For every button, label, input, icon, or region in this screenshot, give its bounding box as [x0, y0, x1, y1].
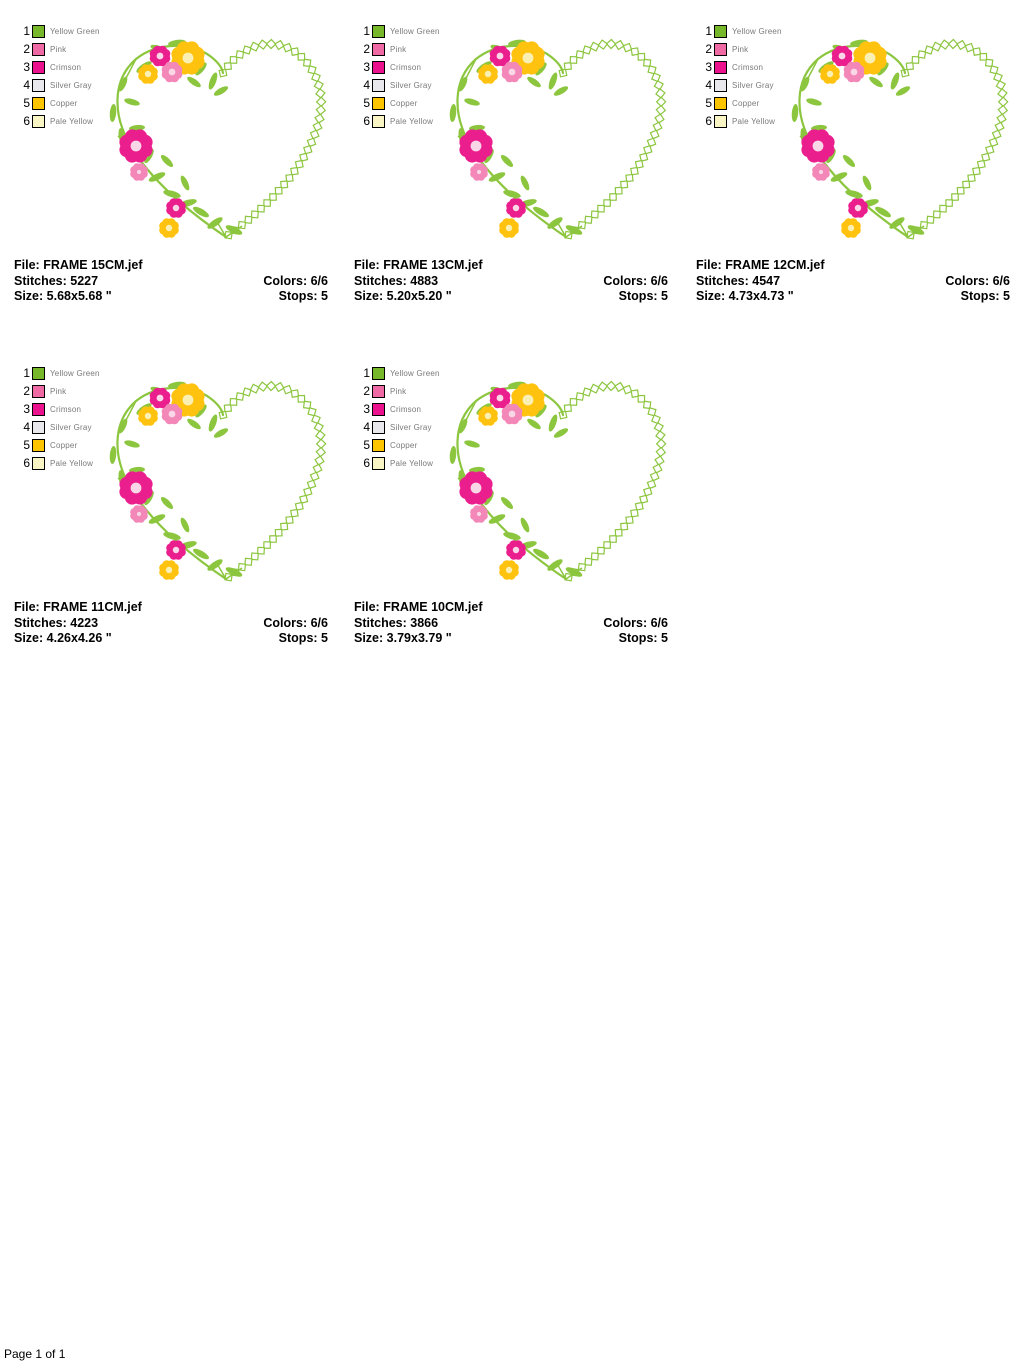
legend-number: 2 — [363, 384, 370, 398]
legend-row — [358, 43, 440, 56]
size-label: Size: — [696, 289, 726, 303]
legend-label: Copper — [390, 441, 418, 450]
design-info — [14, 258, 328, 305]
file-name: FRAME 15CM.jef — [43, 258, 143, 272]
legend-row — [358, 115, 440, 128]
legend-number: 3 — [23, 60, 30, 74]
legend-label: Crimson — [50, 405, 82, 414]
legend-number: 3 — [363, 60, 370, 74]
thread-color-legend — [358, 367, 440, 475]
size-stops-row — [696, 289, 1010, 305]
legend-label: Yellow Green — [390, 27, 440, 36]
thread-color-legend — [18, 367, 100, 475]
thread-color-legend — [358, 25, 440, 133]
stitches-label: Stitches: — [696, 273, 749, 288]
stops-count: 5 — [1003, 289, 1010, 303]
design-size: 4.26x4.26 " — [46, 631, 112, 645]
color-swatch — [32, 25, 45, 38]
legend-row — [358, 385, 440, 398]
legend-row — [18, 403, 100, 416]
stitches-label: Stitches: — [14, 273, 67, 288]
color-swatch — [32, 457, 45, 470]
legend-label: Silver Gray — [390, 423, 432, 432]
stitches-label: Stitches: — [354, 615, 407, 630]
legend-row — [18, 421, 100, 434]
color-swatch — [714, 79, 727, 92]
size-label: Size: — [14, 289, 44, 303]
stitches-colors-row — [14, 274, 328, 290]
color-swatch — [32, 439, 45, 452]
legend-number: 4 — [363, 420, 370, 434]
design-preview-heart-wreath — [442, 378, 670, 596]
legend-number: 5 — [23, 96, 30, 110]
file-name: FRAME 13CM.jef — [383, 258, 483, 272]
legend-label: Pink — [390, 45, 407, 54]
legend-label: Pink — [50, 45, 67, 54]
color-swatch — [714, 61, 727, 74]
stitch-count: 5227 — [70, 273, 99, 288]
stops-count: 5 — [321, 289, 328, 303]
legend-row — [358, 439, 440, 452]
legend-row — [700, 61, 782, 74]
legend-row — [700, 97, 782, 110]
color-swatch — [32, 403, 45, 416]
legend-row — [18, 385, 100, 398]
page-number: Page 1 of 1 — [4, 1347, 66, 1361]
stops-label: Stops: — [618, 631, 658, 645]
legend-number: 4 — [23, 420, 30, 434]
legend-row — [700, 79, 782, 92]
file-label: File: — [14, 600, 40, 614]
color-swatch — [714, 25, 727, 38]
legend-label: Pale Yellow — [50, 117, 94, 126]
design-card-frame-12cm — [692, 24, 1024, 316]
legend-label: Silver Gray — [732, 81, 774, 90]
colors-label: Colors: — [603, 615, 648, 630]
legend-number: 6 — [705, 114, 712, 128]
legend-label: Crimson — [732, 63, 764, 72]
design-info — [354, 600, 668, 647]
legend-row — [700, 25, 782, 38]
legend-number: 4 — [363, 78, 370, 92]
legend-number: 1 — [705, 24, 712, 38]
legend-label: Silver Gray — [390, 81, 432, 90]
size-stops-row — [14, 289, 328, 305]
legend-number: 5 — [705, 96, 712, 110]
legend-number: 5 — [363, 438, 370, 452]
file-label: File: — [696, 258, 722, 272]
design-info — [354, 258, 668, 305]
colors-count: 6/6 — [992, 273, 1010, 288]
color-swatch — [372, 385, 385, 398]
legend-row — [358, 421, 440, 434]
design-card-frame-10cm — [350, 366, 682, 658]
color-swatch — [372, 367, 385, 380]
legend-label: Pale Yellow — [50, 459, 94, 468]
legend-row — [358, 61, 440, 74]
color-swatch — [372, 439, 385, 452]
legend-number: 6 — [363, 456, 370, 470]
stops-label: Stops: — [618, 289, 658, 303]
color-swatch — [372, 25, 385, 38]
legend-number: 2 — [23, 42, 30, 56]
legend-number: 1 — [363, 24, 370, 38]
color-swatch — [32, 421, 45, 434]
stitches-colors-row — [696, 274, 1010, 290]
file-row — [14, 600, 328, 616]
legend-row — [358, 457, 440, 470]
colors-count: 6/6 — [650, 273, 668, 288]
legend-label: Crimson — [50, 63, 82, 72]
thread-color-legend — [700, 25, 782, 133]
file-name: FRAME 12CM.jef — [725, 258, 825, 272]
size-label: Size: — [354, 289, 384, 303]
legend-number: 6 — [23, 456, 30, 470]
legend-number: 2 — [363, 42, 370, 56]
legend-label: Copper — [50, 99, 78, 108]
file-label: File: — [14, 258, 40, 272]
legend-row — [18, 61, 100, 74]
legend-label: Yellow Green — [50, 369, 100, 378]
color-swatch — [372, 115, 385, 128]
legend-number: 6 — [363, 114, 370, 128]
color-swatch — [372, 79, 385, 92]
stops-count: 5 — [661, 631, 668, 645]
legend-label: Copper — [732, 99, 760, 108]
legend-row — [18, 457, 100, 470]
color-swatch — [32, 79, 45, 92]
legend-row — [700, 115, 782, 128]
legend-label: Silver Gray — [50, 81, 92, 90]
design-preview-heart-wreath — [102, 36, 330, 254]
colors-label: Colors: — [263, 615, 308, 630]
design-size: 3.79x3.79 " — [386, 631, 452, 645]
colors-count: 6/6 — [310, 615, 328, 630]
design-card-frame-11cm — [10, 366, 342, 658]
legend-number: 5 — [363, 96, 370, 110]
color-swatch — [32, 115, 45, 128]
size-stops-row — [354, 631, 668, 647]
stops-label: Stops: — [960, 289, 1000, 303]
file-name: FRAME 10CM.jef — [383, 600, 483, 614]
stitches-label: Stitches: — [354, 273, 407, 288]
legend-row — [18, 43, 100, 56]
stitches-colors-row — [14, 616, 328, 632]
legend-label: Pale Yellow — [390, 459, 434, 468]
legend-number: 2 — [23, 384, 30, 398]
legend-row — [358, 97, 440, 110]
size-stops-row — [354, 289, 668, 305]
legend-number: 1 — [23, 366, 30, 380]
design-size: 5.20x5.20 " — [386, 289, 452, 303]
color-swatch — [372, 457, 385, 470]
stitches-colors-row — [354, 274, 668, 290]
legend-row — [358, 25, 440, 38]
legend-row — [18, 439, 100, 452]
legend-row — [18, 115, 100, 128]
stitches-colors-row — [354, 616, 668, 632]
design-size: 5.68x5.68 " — [46, 289, 112, 303]
file-label: File: — [354, 258, 380, 272]
stitch-count: 4547 — [752, 273, 781, 288]
stops-label: Stops: — [278, 289, 318, 303]
legend-label: Yellow Green — [50, 27, 100, 36]
size-label: Size: — [354, 631, 384, 645]
colors-label: Colors: — [603, 273, 648, 288]
color-swatch — [372, 403, 385, 416]
legend-number: 4 — [705, 78, 712, 92]
legend-label: Pale Yellow — [732, 117, 776, 126]
legend-label: Yellow Green — [390, 369, 440, 378]
design-card-frame-15cm — [10, 24, 342, 316]
legend-row — [18, 79, 100, 92]
legend-label: Crimson — [390, 63, 422, 72]
file-row — [354, 258, 668, 274]
file-label: File: — [354, 600, 380, 614]
legend-row — [18, 25, 100, 38]
color-swatch — [32, 367, 45, 380]
stops-count: 5 — [661, 289, 668, 303]
legend-number: 3 — [23, 402, 30, 416]
color-swatch — [372, 43, 385, 56]
file-name: FRAME 11CM.jef — [43, 600, 142, 614]
legend-number: 4 — [23, 78, 30, 92]
legend-number: 3 — [705, 60, 712, 74]
color-swatch — [32, 61, 45, 74]
legend-label: Copper — [50, 441, 78, 450]
color-swatch — [714, 97, 727, 110]
legend-row — [358, 367, 440, 380]
colors-count: 6/6 — [650, 615, 668, 630]
legend-label: Pink — [390, 387, 407, 396]
stitch-count: 4223 — [70, 615, 99, 630]
stitches-label: Stitches: — [14, 615, 67, 630]
color-swatch — [714, 43, 727, 56]
legend-number: 1 — [23, 24, 30, 38]
design-size: 4.73x4.73 " — [728, 289, 794, 303]
legend-label: Copper — [390, 99, 418, 108]
color-swatch — [32, 97, 45, 110]
color-swatch — [714, 115, 727, 128]
legend-row — [18, 367, 100, 380]
size-label: Size: — [14, 631, 44, 645]
legend-number: 2 — [705, 42, 712, 56]
legend-row — [358, 79, 440, 92]
legend-label: Pale Yellow — [390, 117, 434, 126]
design-card-frame-13cm — [350, 24, 682, 316]
size-stops-row — [14, 631, 328, 647]
legend-label: Yellow Green — [732, 27, 782, 36]
stitch-count: 3866 — [410, 615, 439, 630]
color-swatch — [32, 385, 45, 398]
legend-number: 1 — [363, 366, 370, 380]
file-row — [354, 600, 668, 616]
color-swatch — [372, 421, 385, 434]
design-preview-heart-wreath — [442, 36, 670, 254]
legend-row — [18, 97, 100, 110]
legend-number: 3 — [363, 402, 370, 416]
colors-label: Colors: — [263, 273, 308, 288]
legend-label: Pink — [732, 45, 749, 54]
stops-label: Stops: — [278, 631, 318, 645]
legend-label: Pink — [50, 387, 67, 396]
stops-count: 5 — [321, 631, 328, 645]
legend-row — [358, 403, 440, 416]
colors-label: Colors: — [945, 273, 990, 288]
color-swatch — [32, 43, 45, 56]
color-swatch — [372, 61, 385, 74]
color-swatch — [372, 97, 385, 110]
file-row — [14, 258, 328, 274]
colors-count: 6/6 — [310, 273, 328, 288]
legend-number: 6 — [23, 114, 30, 128]
thread-color-legend — [18, 25, 100, 133]
stitch-count: 4883 — [410, 273, 439, 288]
legend-label: Silver Gray — [50, 423, 92, 432]
design-info — [696, 258, 1010, 305]
legend-label: Crimson — [390, 405, 422, 414]
design-info — [14, 600, 328, 647]
legend-row — [700, 43, 782, 56]
legend-number: 5 — [23, 438, 30, 452]
design-preview-heart-wreath — [784, 36, 1012, 254]
file-row — [696, 258, 1010, 274]
design-preview-heart-wreath — [102, 378, 330, 596]
